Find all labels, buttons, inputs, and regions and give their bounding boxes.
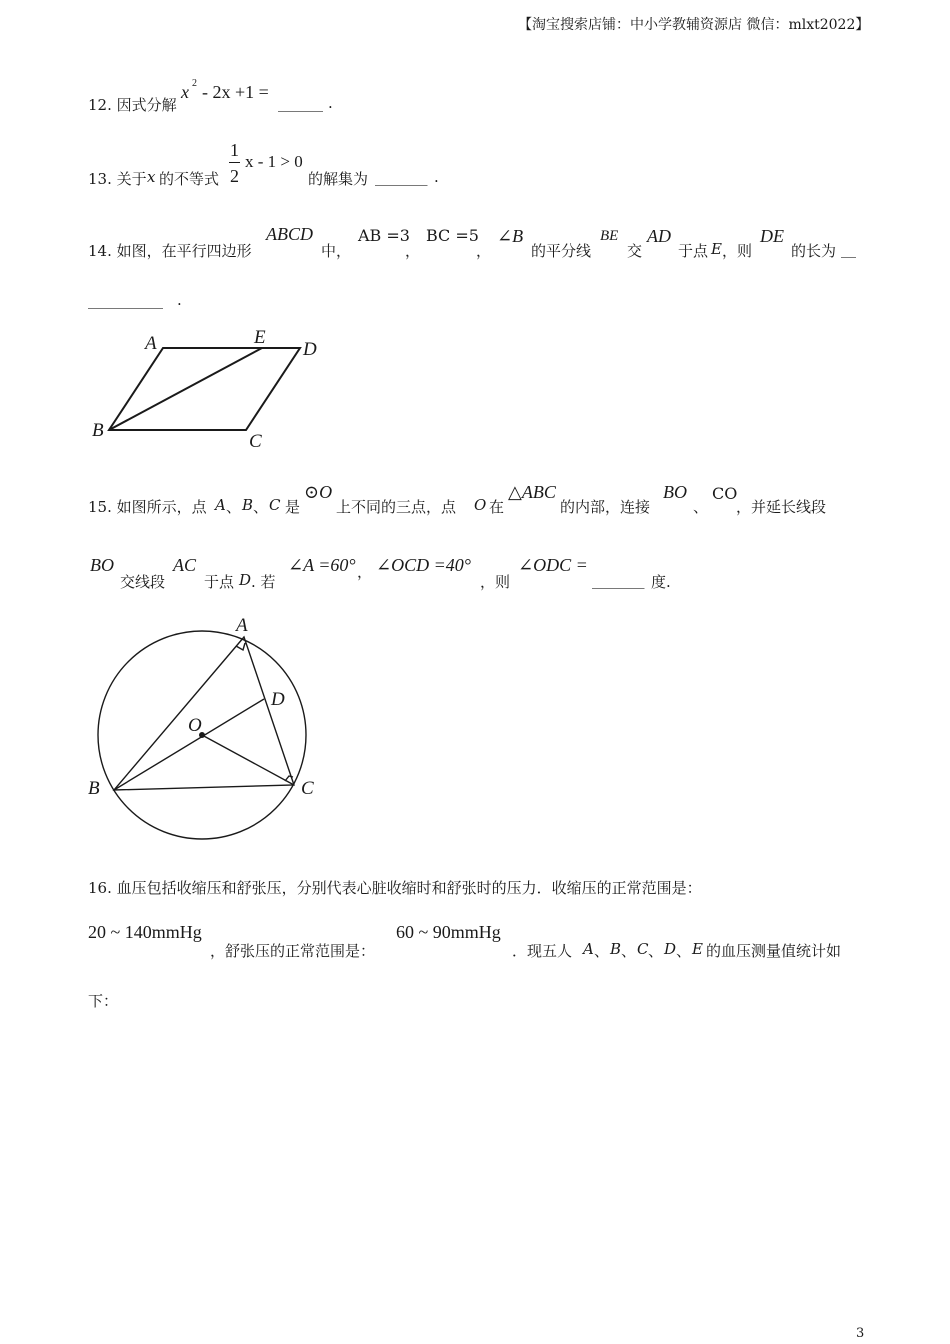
fig14-label-c: C (249, 431, 262, 452)
q15-angle-ocd: ∠OCD =40° (376, 555, 471, 575)
q16-d2: 、 (621, 942, 637, 960)
fig14-label-b: B (92, 420, 104, 441)
q13-frac-num: 1 (230, 140, 239, 160)
q15-triangle: △ABC (508, 482, 556, 502)
q15-blank: _______ (592, 571, 645, 589)
q15-sep2: 、 (253, 498, 269, 516)
q15-point-c: C (269, 496, 281, 514)
q14-bc: BC =5 (426, 226, 479, 245)
q16-person-c: C (637, 940, 649, 958)
q16-d1: 、 (594, 942, 610, 960)
fig14-label-a: A (145, 333, 157, 354)
q13-expr: x - 1 > 0 (245, 152, 303, 171)
q15-circle-o: ⊙O (304, 482, 333, 502)
q15-zai: 在 (489, 498, 505, 516)
q14-jiao: 交 (627, 242, 643, 260)
q14-yudian: 于点 (678, 242, 709, 260)
q15-co: CO (712, 484, 738, 503)
q15-du: 度. (651, 573, 671, 591)
segment-bd (114, 699, 264, 790)
q15-point-a: A (215, 496, 226, 514)
q14-be: BE (600, 228, 619, 244)
q15-mid3: ，并延长线段 (736, 498, 827, 516)
q14-prefix: 14. 如图，在平行四边形 (88, 242, 252, 260)
q15-ruo: . 若 (251, 573, 276, 591)
q15-ze: ，则 (480, 573, 511, 591)
q16-range-diastolic: 60 ~ 90mmHg (396, 922, 501, 942)
q13-prefix: 13. 关于 (88, 170, 147, 188)
fig14-label-d: D (303, 339, 317, 360)
q12-blank: ______ (278, 94, 323, 112)
q16-person-a: A (583, 940, 594, 958)
q15-angle-a: ∠A =60° (288, 555, 356, 575)
q12-expr-sup: 2 (192, 78, 197, 89)
header-text: 【淘宝搜索店铺：中小学教辅资源店 微信：mlxt2022】 (518, 17, 870, 33)
q14-end: . (177, 291, 182, 309)
q16-person-b: B (610, 940, 622, 958)
q14-comma2: ， (476, 242, 492, 260)
q15-prefix: 15. 如图所示，点 (88, 498, 207, 516)
q14-bisector: 的平分线 (531, 242, 592, 260)
q16-mid3: 的血压测量值统计如 (706, 942, 842, 960)
q16-mid1: ，舒张压的正常范围是： (210, 942, 376, 960)
q15-bo2: BO (90, 555, 114, 575)
q15-point-o: O (474, 496, 487, 514)
q12-expr-x: x (181, 82, 189, 102)
q14-lenwei: 的长为 (791, 242, 837, 260)
fig15-label-a: A (236, 615, 248, 636)
q16-person-d: D (664, 940, 677, 958)
q14-abcd: ABCD (266, 224, 313, 244)
q15-point-b: B (242, 496, 254, 514)
q16-person-e: E (692, 940, 703, 958)
q15-yudian: 于点 (204, 573, 235, 591)
q15-mid2: 的内部，连接 (560, 498, 651, 516)
q15-sep1: 、 (226, 498, 242, 516)
q15-ac: AC (173, 555, 197, 575)
q15-point-d: D (239, 571, 252, 589)
q16-line1: 16. 血压包括收缩压和舒张压，分别代表心脏收缩时和舒张时的压力．收缩压的正常范围是： (88, 879, 702, 897)
q13-mid: 的不等式 (159, 170, 220, 188)
q15-comma: ， (357, 563, 373, 581)
fig15-label-b: B (88, 778, 100, 799)
q14-angle-b: ∠B (497, 226, 524, 246)
q14-blank1: __ (841, 240, 856, 258)
q12-prefix: 12. 因式分解 (88, 96, 177, 114)
q15-dun: 、 (693, 498, 709, 516)
q15-angle-odc: ∠ODC = (518, 555, 588, 575)
q13-blank: _______ (375, 168, 428, 186)
q13-frac-den: 2 (230, 166, 239, 186)
q15-jiaoxian: 交线段 (120, 573, 166, 591)
fig15-label-c: C (301, 778, 314, 799)
q12-end: . (328, 94, 333, 112)
q16-line3: 下： (88, 992, 119, 1010)
fig15-label-d: D (271, 689, 285, 710)
q14-ab: AB =3 (358, 226, 410, 245)
fig14-label-e: E (254, 327, 266, 348)
q16-range-systolic: 20 ~ 140mmHg (88, 922, 202, 942)
q13-var: x (147, 168, 156, 186)
q13-end: . (434, 168, 439, 186)
q14-zhong: 中， (321, 242, 352, 260)
q14-de: DE (760, 226, 784, 246)
q12-expr-rest: - 2x +1 = (202, 82, 269, 102)
q15-bo: BO (663, 482, 687, 502)
q14-blank2: __________ (88, 291, 163, 309)
q15-mid1: 上不同的三点，点 (336, 498, 457, 516)
q14-ad: AD (647, 226, 671, 246)
q15-shi: 是 (285, 498, 301, 516)
q14-ze: ，则 (722, 242, 753, 260)
q16-mid2: ．现五人 (512, 942, 573, 960)
q16-d3: 、 (648, 942, 664, 960)
q14-e: E (711, 240, 722, 258)
q14-comma1: ， (405, 242, 421, 260)
fig15-label-o: O (188, 715, 202, 736)
q16-d4: 、 (676, 942, 692, 960)
triangle-abc (114, 637, 294, 790)
q13-suffix: 的解集为 (308, 170, 369, 188)
page-number: 3 (856, 1326, 865, 1341)
